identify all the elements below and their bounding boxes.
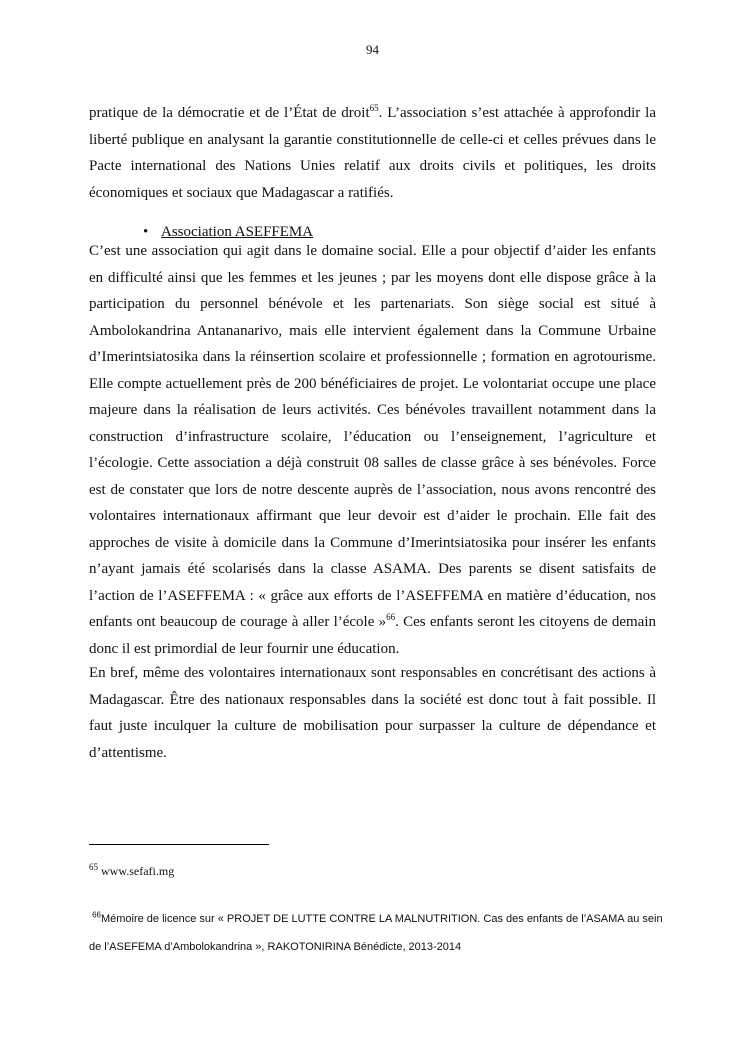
- footnote-number: 65: [89, 862, 98, 872]
- footnote-66: [89, 905, 679, 961]
- paragraph-democracy: [89, 100, 656, 206]
- footnote-number: 66: [92, 910, 101, 920]
- page-number: 94: [366, 42, 379, 57]
- section-heading-aseffema: Association ASEFFEMA: [161, 224, 314, 240]
- footnote-ref-66[interactable]: 66: [386, 612, 396, 622]
- footnote-text-line2: de l’ASEFEMA d’Ambolokandrina », RAKOTONIRINA Bénédicte, 2013-2014: [89, 941, 462, 953]
- bullet-icon: •: [143, 224, 149, 240]
- paragraph-text: . L’association s’est attachée à approfondir la liberté publique en analysant la garantie constitutionnelle de celle-ci et celles prévues dans le Pacte international des Nations Unies relatif aux droits civils et politiques, les droits économiques et sociaux que Madagascar a ratifiés.: [89, 105, 656, 201]
- paragraph-text: En bref, même des volontaires internationaux sont responsables en concrétisant des actions à Madagascar. Être des nationaux responsables dans la société est donc tout à fait possible. Il faut juste inculquer la culture de mobilisation pour surpasser la culture de dépendance et d’attentisme.: [89, 665, 656, 761]
- footnote-divider: [89, 844, 269, 845]
- paragraph-text: pratique de la démocratie et de l’État de droit: [89, 105, 370, 121]
- footnote-text-line1: Mémoire de licence sur « PROJET DE LUTTE CONTRE LA MALNUTRITION. Cas des enfants de l’ASAMA au sein: [100, 913, 663, 925]
- footnote-65: [89, 864, 174, 879]
- paragraph-aseffema: [89, 238, 656, 662]
- paragraph-text: . Ces enfants seront les citoyens de demain donc il est primordial de leur fournir une éducation.: [89, 614, 656, 657]
- footnote-text: www.sefafi.mg: [98, 864, 175, 878]
- paragraph-text: C’est une association qui agit dans le domaine social. Elle a pour objectif d’aider les enfants en difficulté ainsi que les femmes et les jeunes ; par les moyens dont elle dispose grâce à la participation du personnel bénévole et les partenariats. Son siège social est situé à Ambolokandrina Antananarivo, mais elle intervient également dans la Commune Urbaine d’Imerintsiatosika dans la réinsertion scolaire et professionnelle ; formation en agrotourisme. Elle compte actuellement près de 200 bénéficiaires de projet. Le volontariat occupe une place majeure dans la réalisation de leurs activités. Ces bénévoles travaillent notamment dans la construction d’infrastructure scolaire, l’éducation ou l’enseignement, l’agriculture et l’écologie. Cette association a déjà construit 08 salles de classe grâce à ses bénévoles. Force est de constater que lors de notre descente auprès de l’association, nous avons rencontré des volontaires internationaux affirmant que leur devoir est d’aider le prochain. Elle fait des approches de visite à domicile dans la Commune d’Imerintsiatosika pour insérer les enfants n’ayant jamais été scolarisés dans la classe ASAMA. Des parents se disent satisfaits de l’action de l’ASEFFEMA : « grâce aux efforts de l’ASEFFEMA en matière d’éducation, nos enfants ont beaucoup de courage à aller l’école »: [89, 243, 656, 630]
- paragraph-conclusion: [89, 660, 656, 766]
- footnote-ref-65[interactable]: 65: [369, 103, 379, 113]
